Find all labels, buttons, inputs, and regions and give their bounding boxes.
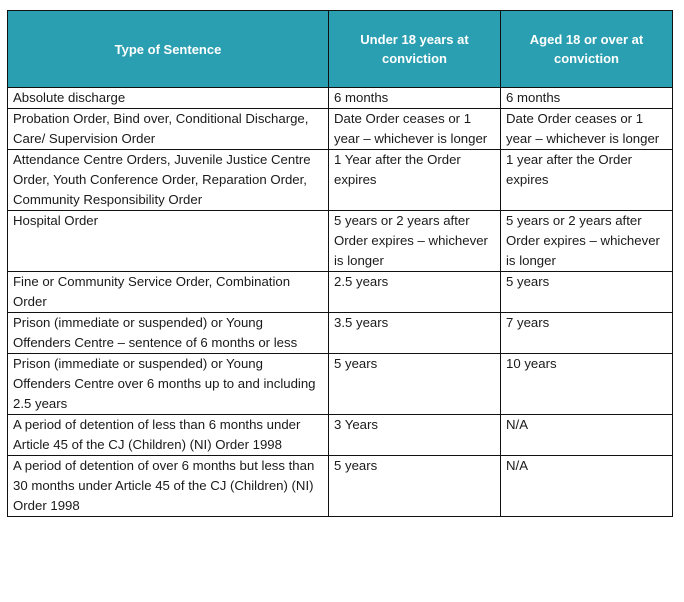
cell-under-18: 5 years <box>329 354 501 415</box>
header-18-or-over: Aged 18 or over at conviction <box>501 11 673 88</box>
cell-18-or-over: 1 year after the Order expires <box>501 150 673 211</box>
cell-18-or-over: 6 months <box>501 88 673 109</box>
header-row <box>8 11 673 88</box>
header-under-18: Under 18 years at conviction <box>329 11 501 88</box>
cell-under-18: 3.5 years <box>329 313 501 354</box>
table-row <box>8 354 673 415</box>
sentence-table <box>7 10 673 517</box>
cell-under-18: 5 years <box>329 456 501 517</box>
cell-under-18: 1 Year after the Order expires <box>329 150 501 211</box>
cell-under-18: 5 years or 2 years after Order expires – whichever is longer <box>329 211 501 272</box>
cell-18-or-over: 5 years or 2 years after Order expires – whichever is longer <box>501 211 673 272</box>
table-row <box>8 88 673 109</box>
table-row <box>8 313 673 354</box>
cell-18-or-over: 7 years <box>501 313 673 354</box>
cell-sentence-type: Probation Order, Bind over, Conditional Discharge, Care/ Supervision Order <box>8 109 329 150</box>
cell-sentence-type: Absolute discharge <box>8 88 329 109</box>
table-row <box>8 272 673 313</box>
cell-18-or-over: 5 years <box>501 272 673 313</box>
cell-under-18: 3 Years <box>329 415 501 456</box>
cell-sentence-type: A period of detention of over 6 months but less than 30 months under Article 45 of the CJ (Children) (NI) Order 1998 <box>8 456 329 517</box>
table-row <box>8 415 673 456</box>
table-row <box>8 150 673 211</box>
cell-18-or-over: N/A <box>501 415 673 456</box>
cell-under-18: Date Order ceases or 1 year – whichever is longer <box>329 109 501 150</box>
cell-18-or-over: N/A <box>501 456 673 517</box>
cell-sentence-type: Prison (immediate or suspended) or Young Offenders Centre – sentence of 6 months or less <box>8 313 329 354</box>
header-type-of-sentence: Type of Sentence <box>8 11 329 88</box>
cell-sentence-type: A period of detention of less than 6 months under Article 45 of the CJ (Children) (NI) Order 1998 <box>8 415 329 456</box>
cell-under-18: 6 months <box>329 88 501 109</box>
cell-18-or-over: Date Order ceases or 1 year – whichever is longer <box>501 109 673 150</box>
cell-18-or-over: 10 years <box>501 354 673 415</box>
cell-sentence-type: Attendance Centre Orders, Juvenile Justice Centre Order, Youth Conference Order, Reparation Order, Community Responsibility Order <box>8 150 329 211</box>
cell-under-18: 2.5 years <box>329 272 501 313</box>
table-row <box>8 109 673 150</box>
cell-sentence-type: Prison (immediate or suspended) or Young Offenders Centre over 6 months up to and including 2.5 years <box>8 354 329 415</box>
table-row <box>8 456 673 517</box>
table-row <box>8 211 673 272</box>
cell-sentence-type: Hospital Order <box>8 211 329 272</box>
cell-sentence-type: Fine or Community Service Order, Combination Order <box>8 272 329 313</box>
